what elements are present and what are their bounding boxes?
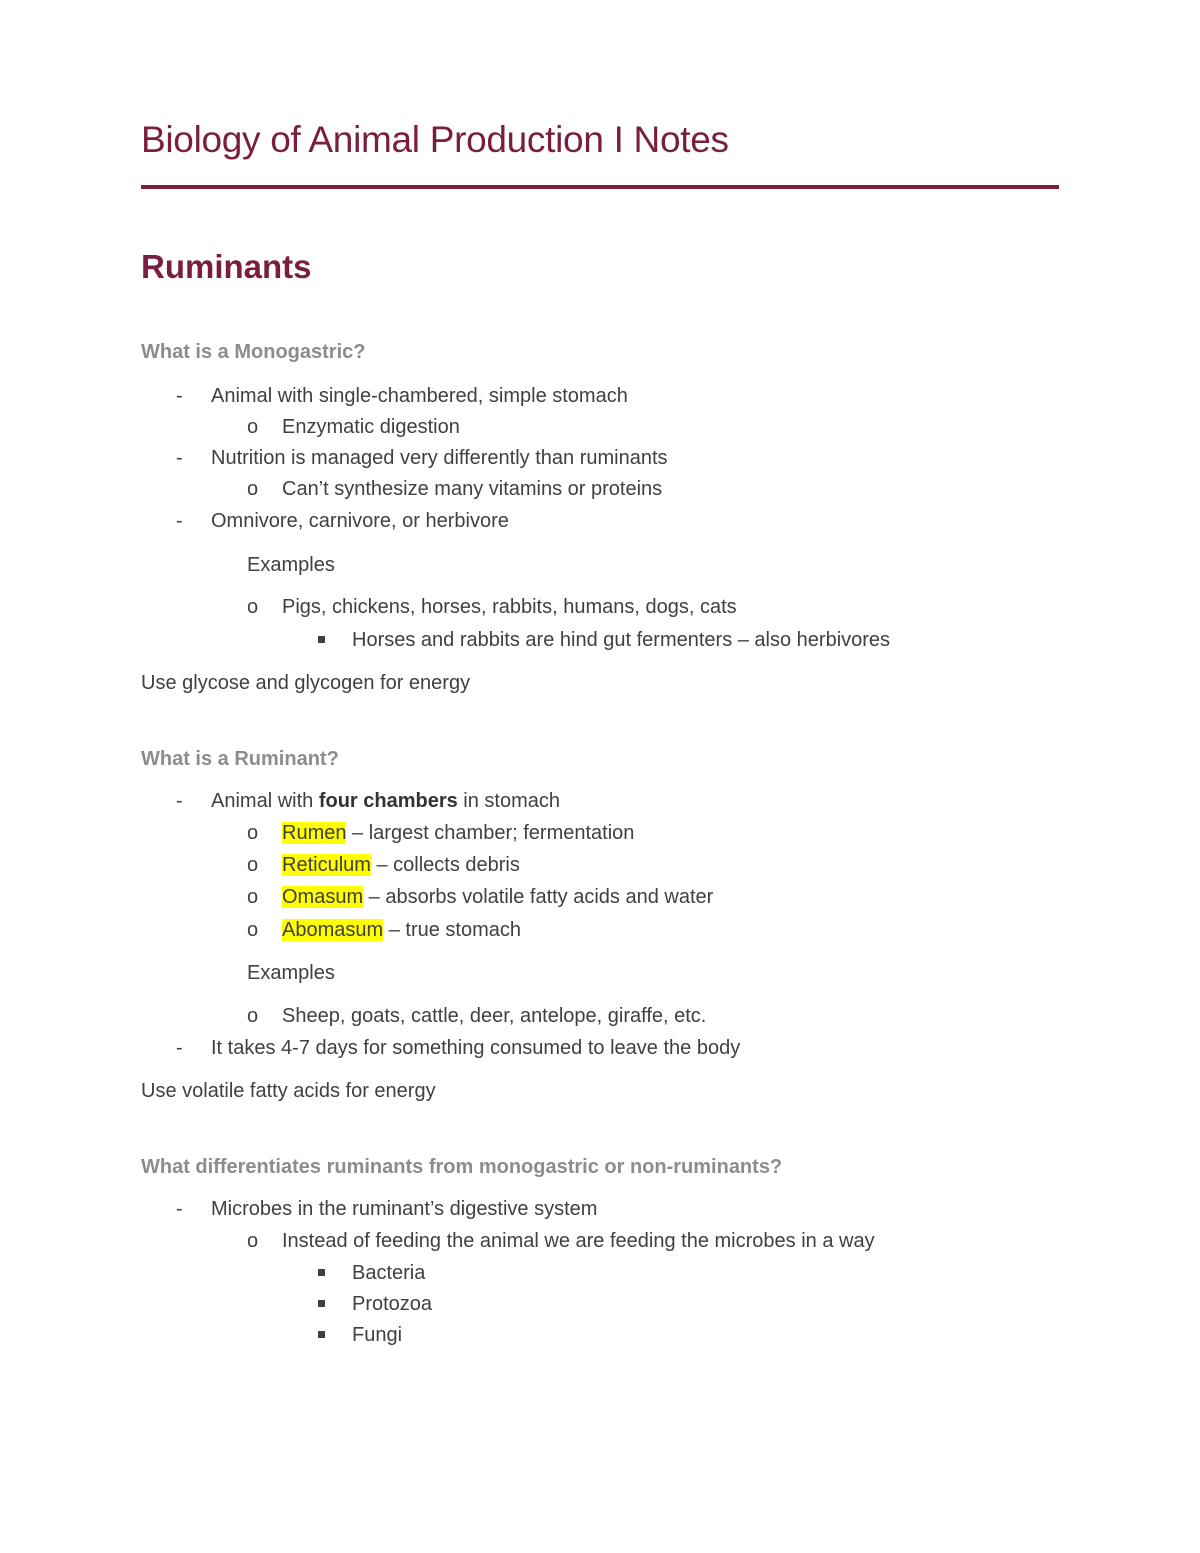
list-item: Enzymatic digestion	[282, 416, 460, 438]
list-item: Sheep, goats, cattle, deer, antelope, giraffe, etc.	[282, 1005, 707, 1027]
ruminant-heading: What is a Ruminant?	[141, 748, 339, 770]
square-bullet	[318, 1300, 325, 1307]
list-item: Omnivore, carnivore, or herbivore	[211, 510, 509, 532]
dash-bullet: -	[176, 790, 183, 812]
dash-bullet: -	[176, 1037, 183, 1059]
circle-bullet: o	[247, 478, 259, 500]
text-run: Animal with	[211, 790, 319, 812]
examples-label: Examples	[247, 554, 335, 576]
highlighted-term: Omasum	[282, 886, 364, 908]
chamber-item	[282, 851, 520, 879]
chamber-desc: – largest chamber; fermentation	[346, 822, 635, 844]
circle-bullet: o	[247, 1230, 259, 1252]
circle-bullet: o	[247, 886, 259, 908]
energy-note: Use volatile fatty acids for energy	[141, 1080, 436, 1102]
square-bullet	[318, 636, 325, 643]
monogastric-heading: What is a Monogastric?	[141, 341, 366, 363]
dash-bullet: -	[176, 1198, 183, 1220]
list-item: Instead of feeding the animal we are feeding the microbes in a way	[282, 1230, 875, 1252]
list-item: Microbes in the ruminant’s digestive system	[211, 1198, 598, 1220]
circle-bullet: o	[247, 416, 259, 438]
differentiates-heading: What differentiates ruminants from monogastric or non-ruminants?	[141, 1156, 783, 1178]
square-bullet	[318, 1269, 325, 1276]
circle-bullet: o	[247, 1005, 259, 1027]
list-item: Can’t synthesize many vitamins or proteins	[282, 478, 663, 500]
bold-text: four chambers	[318, 790, 458, 812]
microbe-item: Protozoa	[352, 1293, 433, 1315]
chamber-item	[282, 819, 634, 847]
circle-bullet: o	[247, 822, 259, 844]
circle-bullet: o	[247, 919, 259, 941]
dash-bullet: -	[176, 447, 183, 469]
chamber-desc: – true stomach	[383, 919, 521, 941]
list-item	[211, 787, 560, 815]
square-bullet	[318, 1331, 325, 1338]
examples-label: Examples	[247, 962, 335, 984]
highlighted-term: Abomasum	[282, 919, 384, 941]
energy-note: Use glycose and glycogen for energy	[141, 672, 471, 694]
list-item: Pigs, chickens, horses, rabbits, humans, dogs, cats	[282, 596, 737, 618]
chamber-desc: – absorbs volatile fatty acids and water	[363, 886, 714, 908]
list-item: Nutrition is managed very differently than ruminants	[211, 447, 668, 469]
list-item: Animal with single-chambered, simple stomach	[211, 385, 628, 407]
circle-bullet: o	[247, 854, 259, 876]
highlighted-term: Reticulum	[282, 854, 371, 876]
highlighted-term: Rumen	[282, 822, 347, 844]
title-divider	[141, 185, 1059, 189]
list-item: Horses and rabbits are hind gut fermenters – also herbivores	[352, 629, 891, 651]
text-run: in stomach	[457, 790, 561, 812]
chamber-item	[282, 883, 713, 911]
microbe-item: Fungi	[352, 1324, 403, 1346]
document-title: Biology of Animal Production I Notes	[141, 119, 729, 160]
chamber-desc: – collects debris	[370, 854, 520, 876]
dash-bullet: -	[176, 510, 183, 532]
circle-bullet: o	[247, 596, 259, 618]
chamber-item	[282, 916, 521, 944]
section-title: Ruminants	[141, 248, 312, 285]
microbe-item: Bacteria	[352, 1262, 426, 1284]
list-item: It takes 4-7 days for something consumed to leave the body	[211, 1037, 741, 1059]
dash-bullet: -	[176, 385, 183, 407]
